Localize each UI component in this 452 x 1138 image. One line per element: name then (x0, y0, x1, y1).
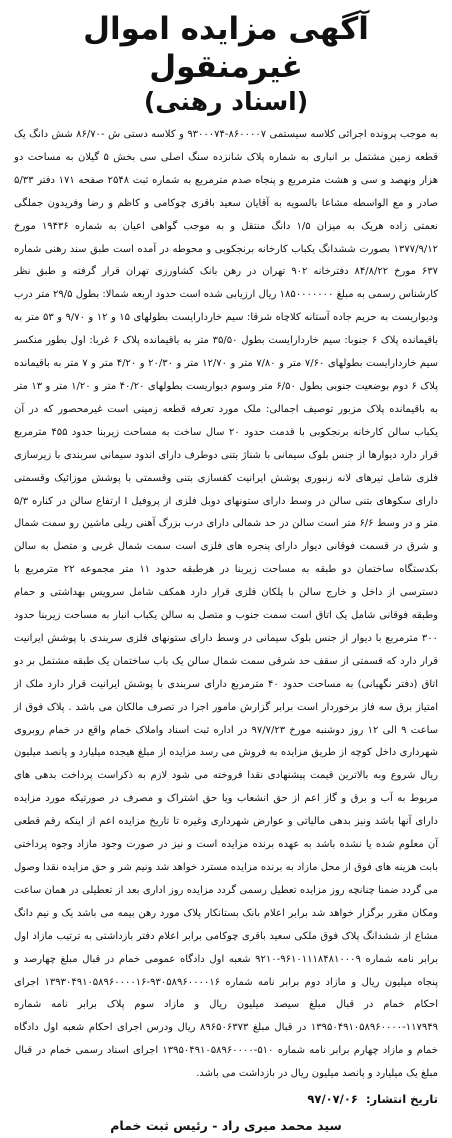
notice-title: آگهی مزایده اموال غیرمنقول (83, 11, 369, 85)
auction-notice (14, 10, 439, 1134)
notice-body: به موجب پرونده اجرائی کلاسه سیستمی ۸۶۰۰۰۰۷-۹۳۰۰۰۷۴ و کلاسه دستی ش -۸۶/۷۰ شش دانگ یک قطعه زمین مشتمل بر انباری به شماره پلاک شانزده سنگ اصلی سی بخش ۵ گیلان به مساحت دو هزار ونهصد و سی و هشت مترمربع و پنجاه صدم مترمربع به شماره ثبت ۲۵۴۸ صفحه ۱۷۱ دفتر ۵/۳۳ صادر و مع الواسطه مشاعا بالسویه به آقایان سعید باقری چوکامی و کاظم و رضا وفریدون جملگی نعمتی زاده هریک به میزان ۱/۵ دانگ منتقل و به موجب گواهی اعیان به شماره ۱۹۴۳۶ مورخ ۱۳۷۷/۹/۱۲ بصورت ششدانگ یکباب کارخانه برنجکوبی و محوطه در آمده است طبق سند رهنی شماره ۶۳۷ مورخ ۸۴/۸/۲۲ دفترخانه ۹۰۲ تهران در رهن بانک کشاورزی تهران قرار گرفته و طبق نظر کارشناس رسمی به مبلغ ۱۸۵۰۰۰۰۰۰۰ ریال ارزیابی شده است حدود اربعه شمالا: بطول ۲۹/۵ متر درب ودیواریست به حریم جاده آستانه کلاچاه شرقا: سیم خاردارایست بطولهای ۱۵ و ۱۲ و ۹/۷۰ و ۵۳ متر به باقیمانده پلاک ۶ جنوبا: سیم خاردارایست بطول ۳۵/۵۰ متر به باقیمانده پلاک ۶ غربا: اول بطور منکسر سیم خاردارایست بطولهای ۷/۶۰ متر و ۷/۸۰ متر و ۱۲/۷۰ متر و ۲۰/۳۰ و ۴/۲۰ متر و ۷ متر به باقیمانده پلاک ۶ دوم بوضعیت جنوبی بطول ۶/۵۰ متر وسوم دیواریست بطولهای ۴۰/۲۰ متر و ۱/۲۰ متر و ۱۳ متر به باقیمانده پلاک مزبور توصیف اجمالی: ملک مورد تعرفه قطعه زمینی است غیرمحصور که در آن یکباب سالن کارخانه برنجکوبی با قدمت حدود ۲۰ سال ساخت به مساحت زیربنا حدود ۴۵۵ مترمربع قرار دارد دیوارها از جنس بلوک سیمانی با شناژ بتنی دوطرف دارای اندود سیمانی سربندی با زیرسازی فلزی شامل تیرهای لانه زنبوری پوشش ایرانیت کفسازی بتنی وقسمتی با پوشش موزائیک وقسمتی دارای سکوهای بتنی سالن در وسط دارای ستونهای دوبل فلزی از پروفیل I ارتفاع سالن در کناره ۵/۳ متر و در وسط ۶/۶ متر است سالن در حد شمالی دارای درب بزرگ آهنی ریلی ماشین رو سمت شمال و شرق در قسمت فوقانی دیوار دارای پنجره های فلزی است سمت شمال غربی و متصل به سالن بکدستگاه ساختمان دو طبقه به مساحت زیربنا در هرطبقه حدود ۱۱ متر مجموعه ۲۲ مترمربع با دسترسی از داخل و خارج سالن با پلکان فلزی قرار دارد همکف شامل سرویس بهداشتی و حمام وطبقه فوقانی شامل یک اتاق است سمت جنوب و متصل به سالن یکباب انبار به مساحت زیربنا حدود ۳۰۰ مترمربع با دیوار از جنس بلوک سیمانی در وسط دارای ستونهای فلزی سربندی با پوشش ایرانیت قرار دارد که قسمتی از سقف حد شرقی سمت شمال سالن یک باب ساختمان یک طبقه مشتمل بر دو اتاق (دفتر نگهبانی) به مساحت حدود ۴۰ مترمربع دارای سربندی با پوشش ایرانیت قرار دارد ملک از امتیاز برق سه فاز برخوردار است برابر گزارش مامور اجرا در تصرف مالکان می باشد . پلاک فوق از ساعت ۹ الی ۱۲ روز دوشنبه مورخ ۹۷/۷/۲۳ در اداره ثبت اسناد واملاک خمام واقع در خمام روبروی شهرداری داخل کوچه از طریق مزایده به فروش می رسد مزایده از مبلغ هیجده میلیارد و پانصد میلیون ریال شروع وبه بالاترین قیمت پیشنهادی نقدا فروخته می شود لازم به ذکراست پرداخت بدهی های مربوط به آب و برق و گاز اعم از حق انشعاب ویا حق اشتراک و مصرف در صورتیکه مورد مزایده دارای آنها باشد ونیز بدهی مالیاتی و عوارض شهرداری وغیره تا تاریخ مزایده اعم از اینکه رقم قطعی آن معلوم شده یا نشده باشد به عهده برنده مزایده است و نیز در صورت وجود مازاد وجوه پرداختی بابت هزینه های فوق از محل مازاد به برنده مزایده مسترد خواهد شد ونیم شر و حق مزایده نقدا وصول می گردد ضمنا چنانچه روز مزایده تعطیل رسمی گردد مزایده روز اداری بعد از تعطیلی در همان ساعت ومکان مقرر برگزار خواهد شد برابر اعلام بانک بستانکار پلاک مورد رهن بیمه می باشد یک و نیم دانگ مشاع از ششدانگ پلاک فوق ملکی سعید باقری چوکامی برابر اعلام دفتر بازداشتی به ترتیب مازاد اول برابر نامه شماره ۹۶۱۰۱۱۱۸۴۸۱۰۰۰۹-۹۲۱۰ شعبه اول دادگاه عمومی خمام در قبال مبلغ چهارصد و پنجاه میلیون ریال و مازاد دوم برابر نامه شماره ۹۳۰۵۸۹۶۰۰۰۰۱۶-۱۳۹۳۰۴۹۱۰۵۸۹۶۰۰۰۰۱۶ اجرای احکام خمام در قبال مبلغ سیصد میلیون ریال و مازاد سوم پلاک برابر نامه شماره ۱۱۷۹۴۹-۱۳۹۵۰۴۹۱۰۵۸۹۶۰۰۰۰ در قبال مبلغ ۸۹۶۵۰۶۳۷۳ ریال ودرس اجرای احکام شعبه اول دادگاه خمام و مازاد چهارم برابر نامه شماره ۵۱۰-۱۳۹۵۰۴۹۱۰۵۸۹۶۰۰۰۰ اجرای اسناد رسمی خمام در قبال مبلغ یک میلیارد و پانصد میلیون ریال در بازداشت می باشد. (14, 129, 439, 1080)
notice-subtitle: (اسناد رهنی) (143, 87, 309, 116)
publication-date-line (14, 1088, 438, 1110)
publication-date-label: تاریخ انتشار: (365, 1092, 438, 1107)
signature: سید محمد میری راد - رئیس ثبت خمام (110, 1118, 342, 1134)
publication-date-value: ۹۷/۰۷/۰۶ (307, 1092, 358, 1107)
